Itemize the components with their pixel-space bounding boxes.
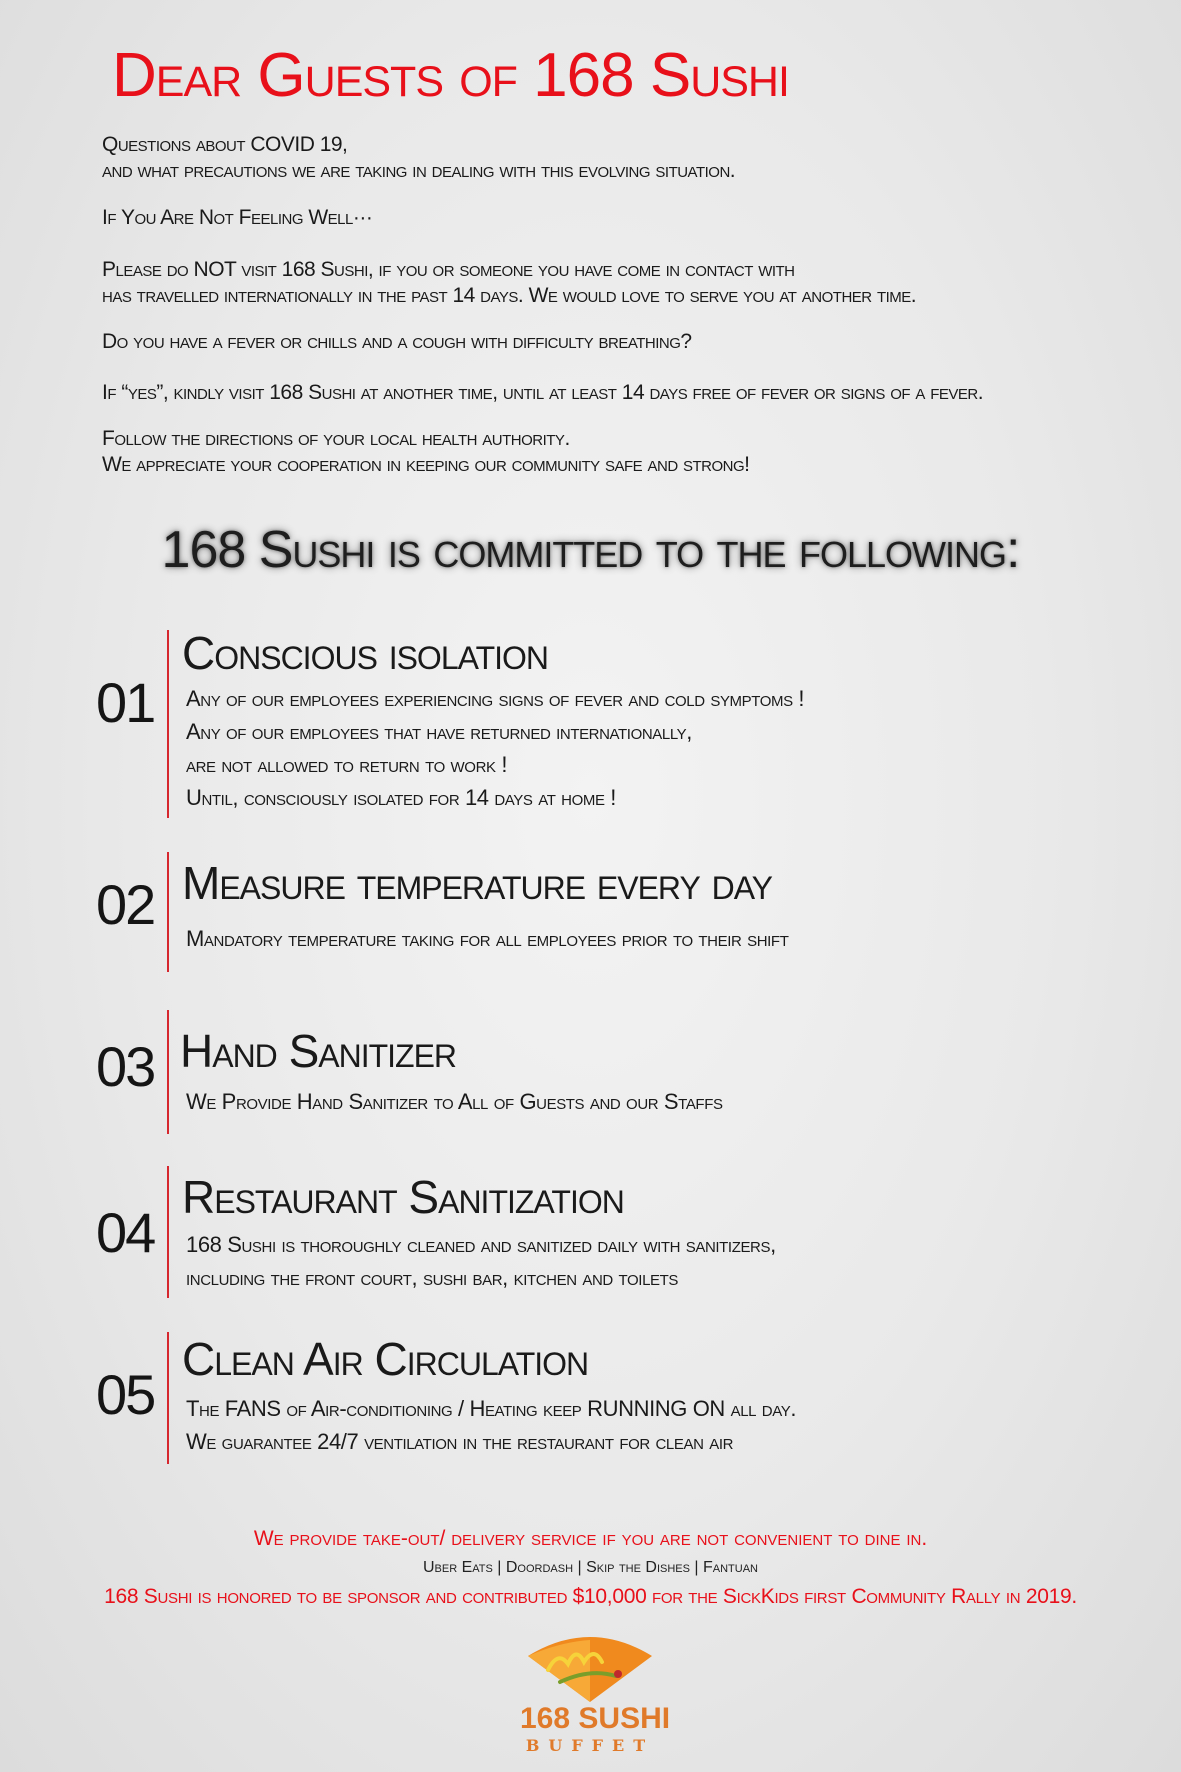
commitment-headline: 168 Sushi is committed to the following: [161,521,1020,579]
intro-paragraph-fever-question [102,329,692,355]
intro-line: If “yes”, kindly visit 168 Sushi at another time, until at least 14 days free of fever or signs of a fever. [102,381,984,404]
item-number: 02 [96,873,155,936]
item-number: 05 [96,1363,155,1426]
intro-paragraph-do-not-visit [102,257,916,309]
intro-line: has travelled internationally in the past 14 days. We would love to serve you at another time. [102,284,917,307]
intro-line: Do you have a fever or chills and a cough with difficulty breathing? [102,330,692,353]
item-line: We guarantee 24/7 ventilation in the restaurant for clean air [186,1429,734,1454]
logo-subtitle: BUFFET [525,1736,655,1755]
item-line: The FANS of Air-conditioning / Heating keep RUNNING ON all day. [186,1396,797,1421]
item-title: Measure temperature every day [182,857,773,909]
item-line: are not allowed to return to work ! [186,752,508,777]
item-number: 01 [96,671,155,734]
item-body [186,922,788,955]
item-body [186,1228,776,1294]
intro-line: Follow the directions of your local health authority. [102,427,570,450]
item-divider [167,1166,169,1298]
item-body [186,682,804,814]
item-title: Clean Air Circulation [182,1333,589,1385]
delivery-services: Uber Eats | Doordash | Skip the Dishes | Fantuan [422,1559,759,1576]
item-line: We Provide Hand Sanitizer to All of Guests and our Staffs [186,1089,723,1114]
item-divider [167,630,169,818]
item-line: including the front court, sushi bar, kitchen and toilets [186,1265,678,1290]
item-body [186,1085,723,1118]
intro-line: If You Are Not Feeling Well··· [102,206,373,229]
intro-line: and what precautions we are taking in dealing with this evolving situation. [102,159,736,182]
intro-paragraph-if-yes [102,380,983,406]
takeout-notice: We provide take-out/ delivery service if you are not convenient to dine in. [253,1527,928,1550]
item-line: 168 Sushi is thoroughly cleaned and sanitized daily with sanitizers, [186,1232,776,1257]
logo-name: 168 SUSHI [520,1702,671,1735]
fan-logo-icon [520,1630,660,1705]
restaurant-logo [520,1630,671,1765]
item-number: 03 [96,1035,155,1098]
item-line: Mandatory temperature taking for all employees prior to their shift [186,926,789,951]
intro-line: We appreciate your cooperation in keeping our community safe and strong! [102,453,750,476]
item-divider [167,852,169,972]
item-body [186,1392,796,1458]
intro-line: Questions about COVID 19, [102,133,348,156]
page-title: Dear Guests of 168 Sushi [112,41,789,110]
intro-paragraph-not-feeling-well [102,205,372,231]
item-line: Any of our employees experiencing signs of fever and cold symptoms ! [186,686,805,711]
item-title: Hand Sanitizer [180,1025,457,1077]
intro-paragraph-covid [102,132,735,184]
item-number: 04 [96,1201,155,1264]
intro-line: Please do NOT visit 168 Sushi, if you or someone you have come in contact with [102,258,795,281]
item-title: Conscious isolation [182,627,549,679]
item-divider [167,1010,169,1134]
item-title: Restaurant Sanitization [182,1171,624,1223]
intro-paragraph-health-authority [102,426,750,478]
item-divider [167,1332,169,1464]
item-line: Until, consciously isolated for 14 days at home ! [186,785,616,810]
item-line: Any of our employees that have returned internationally, [186,719,692,744]
sponsor-notice: 168 Sushi is honored to be sponsor and contributed $10,000 for the SickKids first Community Rally in 2019. [104,1585,1077,1608]
